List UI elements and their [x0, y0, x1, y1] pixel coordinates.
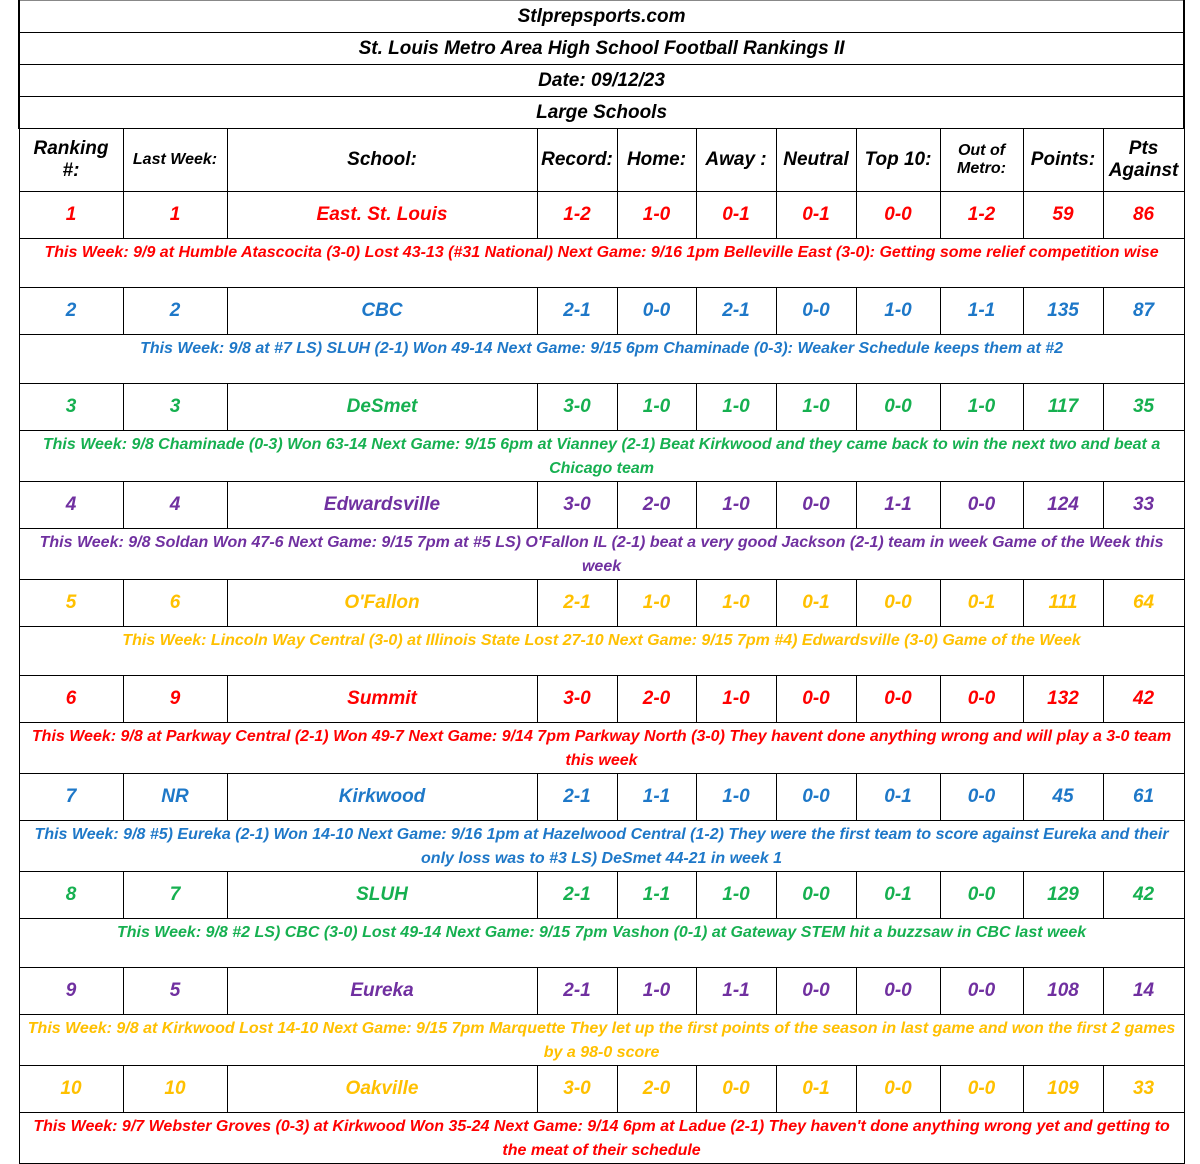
- rankings-sheet: [18, 0, 1183, 1164]
- points-cell: 111: [1023, 580, 1103, 627]
- neutral-cell: 1-0: [776, 384, 856, 431]
- site-name: Stlprepsports.com: [19, 1, 1184, 33]
- home-cell: 1-0: [617, 384, 696, 431]
- pts-against-cell: 87: [1103, 288, 1184, 335]
- col-neutral: Neutral: [776, 129, 856, 192]
- neutral-cell: 0-0: [776, 482, 856, 529]
- rank-cell: 8: [19, 872, 123, 919]
- team-row: [19, 872, 1184, 919]
- school-cell: CBC: [227, 288, 537, 335]
- neutral-cell: 0-1: [776, 1066, 856, 1113]
- team-row: [19, 676, 1184, 723]
- pts-against-cell: 33: [1103, 1066, 1184, 1113]
- rank-cell: 10: [19, 1066, 123, 1113]
- points-cell: 109: [1023, 1066, 1103, 1113]
- last-week-cell: 2: [123, 288, 227, 335]
- rank-cell: 4: [19, 482, 123, 529]
- home-cell: 2-0: [617, 1066, 696, 1113]
- team-note: This Week: 9/8 at Kirkwood Lost 14-10 Next Game: 9/15 7pm Marquette They let up the first points of the season in last game and won the first 2 games by a 98-0 score: [19, 1015, 1184, 1066]
- pts-against-cell: 61: [1103, 774, 1184, 821]
- school-cell: SLUH: [227, 872, 537, 919]
- team-note: This Week: 9/8 at #7 LS) SLUH (2-1) Won 49-14 Next Game: 9/15 6pm Chaminade (0-3): Weaker Schedule keeps them at #2: [19, 335, 1184, 384]
- top10-cell: 0-0: [856, 384, 940, 431]
- col-points: Points:: [1023, 129, 1103, 192]
- record-cell: 2-1: [537, 774, 617, 821]
- team-row: [19, 774, 1184, 821]
- neutral-cell: 0-1: [776, 580, 856, 627]
- last-week-cell: 10: [123, 1066, 227, 1113]
- rank-cell: 6: [19, 676, 123, 723]
- points-cell: 45: [1023, 774, 1103, 821]
- home-cell: 1-0: [617, 192, 696, 239]
- pts-against-cell: 33: [1103, 482, 1184, 529]
- out-metro-cell: 1-0: [940, 384, 1023, 431]
- record-cell: 2-1: [537, 288, 617, 335]
- team-note: This Week: 9/8 Soldan Won 47-6 Next Game: 9/15 7pm at #5 LS) O'Fallon IL (2-1) beat a very good Jackson (2-1) team in week Game of the Week this week: [19, 529, 1184, 580]
- out-metro-cell: 0-0: [940, 676, 1023, 723]
- division-label: Large Schools: [19, 97, 1184, 129]
- team-row: [19, 1066, 1184, 1113]
- team-note: This Week: 9/8 at Parkway Central (2-1) Won 49-7 Next Game: 9/14 7pm Parkway North (3-0) They havent done anything wrong and will play a 3-0 team this week: [19, 723, 1184, 774]
- last-week-cell: 5: [123, 968, 227, 1015]
- record-cell: 2-1: [537, 580, 617, 627]
- top10-cell: 0-0: [856, 968, 940, 1015]
- rank-cell: 1: [19, 192, 123, 239]
- top10-cell: 0-0: [856, 676, 940, 723]
- away-cell: 1-0: [696, 384, 776, 431]
- school-cell: O'Fallon: [227, 580, 537, 627]
- rank-cell: 9: [19, 968, 123, 1015]
- team-row: [19, 192, 1184, 239]
- record-cell: 1-2: [537, 192, 617, 239]
- out-metro-cell: 0-0: [940, 774, 1023, 821]
- pts-against-cell: 64: [1103, 580, 1184, 627]
- top10-cell: 0-1: [856, 872, 940, 919]
- neutral-cell: 0-1: [776, 192, 856, 239]
- top10-cell: 0-0: [856, 1066, 940, 1113]
- away-cell: 0-1: [696, 192, 776, 239]
- record-cell: 2-1: [537, 968, 617, 1015]
- away-cell: 1-1: [696, 968, 776, 1015]
- top10-cell: 0-0: [856, 580, 940, 627]
- page-title: St. Louis Metro Area High School Football Rankings II: [19, 33, 1184, 65]
- team-note: This Week: 9/9 at Humble Atascocita (3-0) Lost 43-13 (#31 National) Next Game: 9/16 1pm Belleville East (3-0): Getting some relief competition wise: [19, 239, 1184, 288]
- points-cell: 108: [1023, 968, 1103, 1015]
- points-cell: 129: [1023, 872, 1103, 919]
- record-cell: 3-0: [537, 384, 617, 431]
- team-row: [19, 968, 1184, 1015]
- home-cell: 1-0: [617, 968, 696, 1015]
- rank-cell: 3: [19, 384, 123, 431]
- home-cell: 1-1: [617, 774, 696, 821]
- out-metro-cell: 0-1: [940, 580, 1023, 627]
- top10-cell: 0-1: [856, 774, 940, 821]
- record-cell: 3-0: [537, 482, 617, 529]
- away-cell: 1-0: [696, 676, 776, 723]
- top10-cell: 1-1: [856, 482, 940, 529]
- rankings-date: Date: 09/12/23: [19, 65, 1184, 97]
- col-home: Home:: [617, 129, 696, 192]
- out-metro-cell: 0-0: [940, 482, 1023, 529]
- out-metro-cell: 0-0: [940, 1066, 1023, 1113]
- neutral-cell: 0-0: [776, 288, 856, 335]
- away-cell: 1-0: [696, 482, 776, 529]
- top10-cell: 0-0: [856, 192, 940, 239]
- team-note: This Week: 9/8 #2 LS) CBC (3-0) Lost 49-14 Next Game: 9/15 7pm Vashon (0-1) at Gateway STEM hit a buzzsaw in CBC last week: [19, 919, 1184, 968]
- school-cell: DeSmet: [227, 384, 537, 431]
- home-cell: 1-0: [617, 580, 696, 627]
- school-cell: Kirkwood: [227, 774, 537, 821]
- team-note: This Week: 9/8 #5) Eureka (2-1) Won 14-10 Next Game: 9/16 1pm at Hazelwood Central (1-2) They were the first team to score against Eureka and their only loss was to #3 LS) DeSmet 44-21 in week 1: [19, 821, 1184, 872]
- away-cell: 1-0: [696, 872, 776, 919]
- away-cell: 1-0: [696, 774, 776, 821]
- rank-cell: 7: [19, 774, 123, 821]
- school-cell: Oakville: [227, 1066, 537, 1113]
- neutral-cell: 0-0: [776, 968, 856, 1015]
- school-cell: Edwardsville: [227, 482, 537, 529]
- col-away: Away :: [696, 129, 776, 192]
- team-row: [19, 482, 1184, 529]
- out-metro-cell: 1-2: [940, 192, 1023, 239]
- rank-cell: 5: [19, 580, 123, 627]
- rankings-table: [18, 0, 1185, 1164]
- points-cell: 117: [1023, 384, 1103, 431]
- home-cell: 2-0: [617, 482, 696, 529]
- out-metro-cell: 0-0: [940, 968, 1023, 1015]
- pts-against-cell: 35: [1103, 384, 1184, 431]
- neutral-cell: 0-0: [776, 872, 856, 919]
- rank-cell: 2: [19, 288, 123, 335]
- points-cell: 59: [1023, 192, 1103, 239]
- points-cell: 132: [1023, 676, 1103, 723]
- pts-against-cell: 86: [1103, 192, 1184, 239]
- team-row: [19, 384, 1184, 431]
- col-record: Record:: [537, 129, 617, 192]
- team-row: [19, 580, 1184, 627]
- last-week-cell: 4: [123, 482, 227, 529]
- col-ranking: Ranking #:: [19, 129, 123, 192]
- home-cell: 1-1: [617, 872, 696, 919]
- col-pts-against: Pts Against: [1103, 129, 1184, 192]
- last-week-cell: 1: [123, 192, 227, 239]
- record-cell: 2-1: [537, 872, 617, 919]
- last-week-cell: 3: [123, 384, 227, 431]
- team-note: This Week: 9/7 Webster Groves (0-3) at Kirkwood Won 35-24 Next Game: 9/14 6pm at Ladue (2-1) They haven't done anything wrong yet and getting to the meat of their schedule: [19, 1113, 1184, 1164]
- record-cell: 3-0: [537, 676, 617, 723]
- away-cell: 2-1: [696, 288, 776, 335]
- team-row: [19, 288, 1184, 335]
- away-cell: 1-0: [696, 580, 776, 627]
- away-cell: 0-0: [696, 1066, 776, 1113]
- out-metro-cell: 1-1: [940, 288, 1023, 335]
- neutral-cell: 0-0: [776, 676, 856, 723]
- last-week-cell: 9: [123, 676, 227, 723]
- top10-cell: 1-0: [856, 288, 940, 335]
- points-cell: 135: [1023, 288, 1103, 335]
- col-top10: Top 10:: [856, 129, 940, 192]
- team-note: This Week: Lincoln Way Central (3-0) at Illinois State Lost 27-10 Next Game: 9/15 7pm #4) Edwardsville (3-0) Game of the Week: [19, 627, 1184, 676]
- home-cell: 0-0: [617, 288, 696, 335]
- col-last-week: Last Week:: [123, 129, 227, 192]
- pts-against-cell: 14: [1103, 968, 1184, 1015]
- last-week-cell: 7: [123, 872, 227, 919]
- school-cell: East. St. Louis: [227, 192, 537, 239]
- last-week-cell: NR: [123, 774, 227, 821]
- record-cell: 3-0: [537, 1066, 617, 1113]
- school-cell: Eureka: [227, 968, 537, 1015]
- pts-against-cell: 42: [1103, 676, 1184, 723]
- col-school: School:: [227, 129, 537, 192]
- home-cell: 2-0: [617, 676, 696, 723]
- pts-against-cell: 42: [1103, 872, 1184, 919]
- neutral-cell: 0-0: [776, 774, 856, 821]
- team-note: This Week: 9/8 Chaminade (0-3) Won 63-14 Next Game: 9/15 6pm at Vianney (2-1) Beat Kirkwood and they came back to win the next two and beat a Chicago team: [19, 431, 1184, 482]
- col-out-of-metro: Out of Metro:: [940, 129, 1023, 192]
- out-metro-cell: 0-0: [940, 872, 1023, 919]
- points-cell: 124: [1023, 482, 1103, 529]
- last-week-cell: 6: [123, 580, 227, 627]
- school-cell: Summit: [227, 676, 537, 723]
